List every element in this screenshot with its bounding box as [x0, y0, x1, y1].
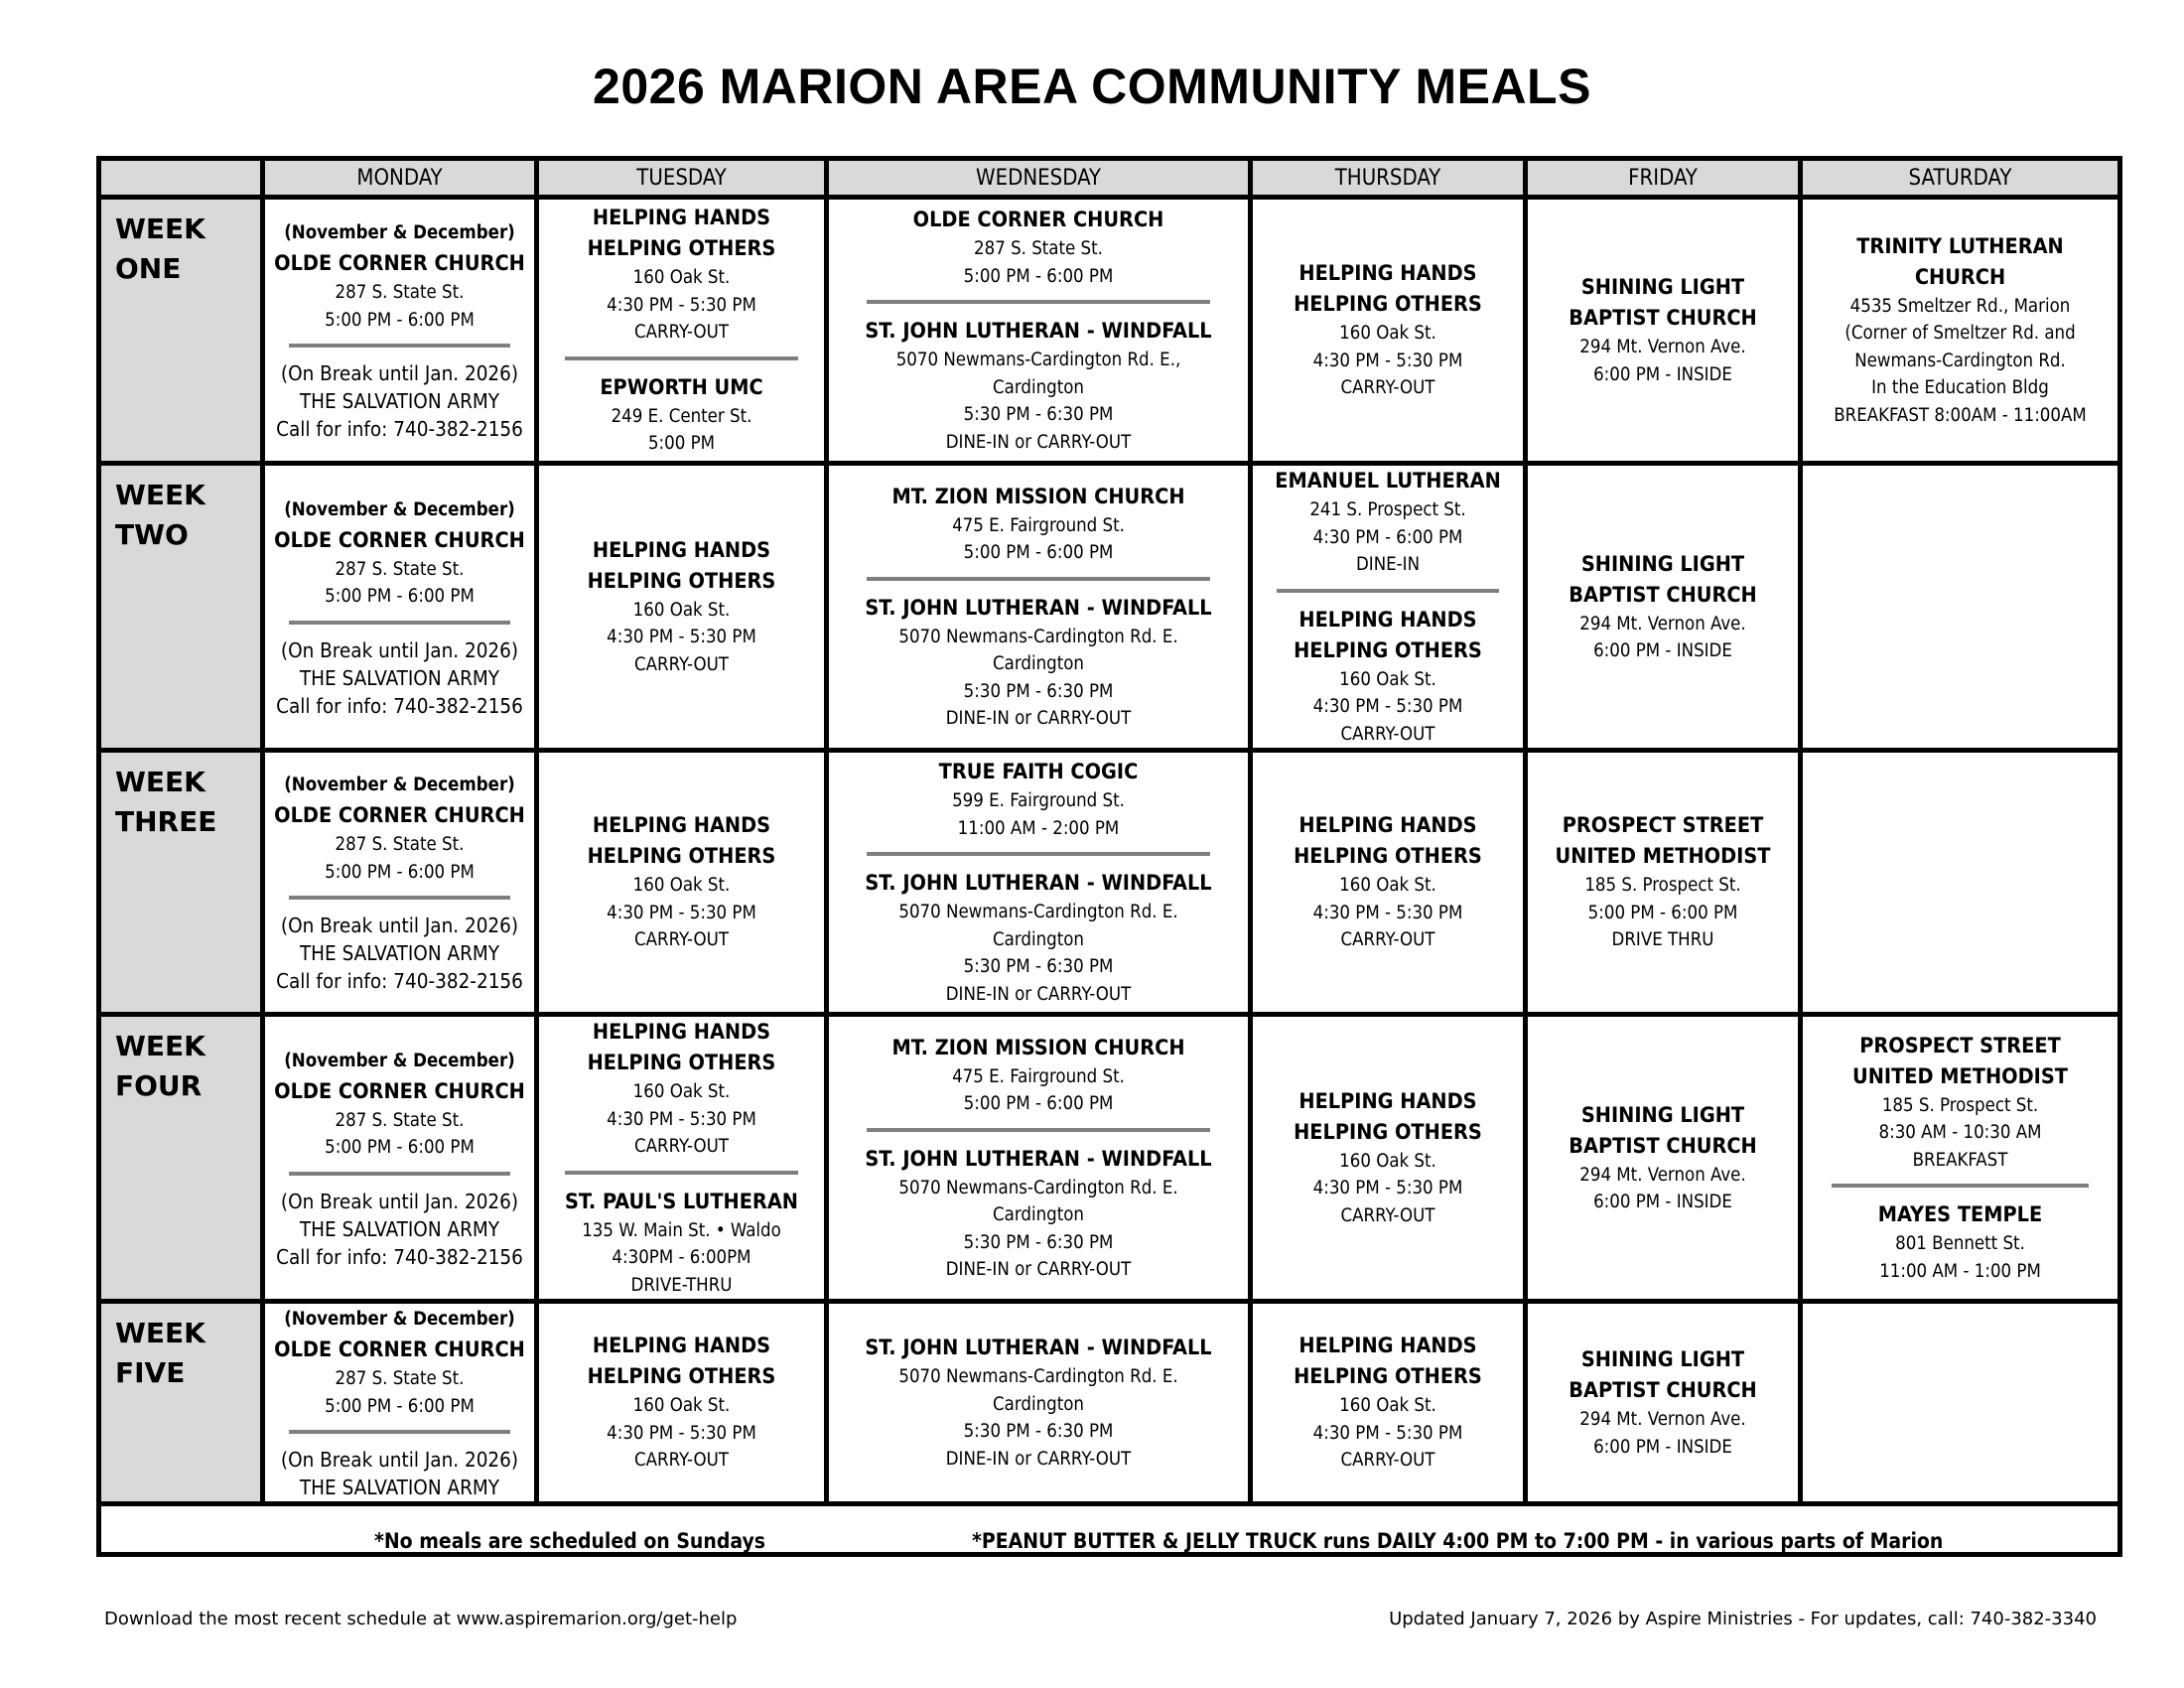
meal-detail: 5:00 PM - 6:00 PM	[1587, 902, 1738, 923]
host-name: ST. JOHN LUTHERAN - WINDFALL	[865, 1146, 1212, 1172]
meal-entry	[1561, 1100, 1765, 1216]
meal-detail: 294 Mt. Vernon Ave.	[1579, 337, 1746, 357]
meal-detail: Newmans-Cardington Rd.	[1854, 350, 2066, 371]
meal-entry	[580, 535, 784, 679]
entry-divider	[1832, 1184, 2090, 1188]
meal-entry	[266, 1304, 533, 1420]
meal-detail: 4:30 PM - 5:30 PM	[1312, 1178, 1463, 1199]
meal-detail: 4:30 PM - 5:30 PM	[1312, 696, 1463, 717]
meal-detail: 185 S. Prospect St.	[1584, 875, 1741, 897]
meal-detail: 5:00 PM	[647, 433, 716, 455]
host-name: HELPING HANDS	[592, 206, 771, 231]
host-name: THE SALVATION ARMY	[299, 389, 500, 413]
meal-detail: 8:30 AM - 10:30 AM	[1878, 1122, 2042, 1144]
entry-divider	[1277, 589, 1498, 593]
host-name: OLDE CORNER CHURCH	[912, 208, 1164, 232]
host-name: TRUE FAITH COGIC	[938, 760, 1139, 784]
host-name: HELPING OTHERS	[587, 844, 776, 870]
host-name: HELPING OTHERS	[587, 568, 776, 594]
host-name: THE SALVATION ARMY	[299, 1476, 500, 1499]
host-name: HELPING HANDS	[1298, 261, 1477, 287]
meal-entry	[884, 1033, 1192, 1118]
host-name: UNITED METHODIST	[1852, 1063, 2068, 1089]
week-label	[99, 198, 263, 464]
meal-cell-monday	[263, 198, 537, 464]
meal-detail: 4:30 PM - 5:30 PM	[607, 627, 756, 648]
host-name: CHURCH	[1914, 264, 2006, 290]
meal-detail: BREAKFAST 8:00AM - 11:00AM	[1834, 404, 2087, 426]
meal-detail: 185 S. Prospect St.	[1881, 1094, 2039, 1116]
meal-detail: Cardington	[993, 1204, 1084, 1225]
entry-divider	[289, 1172, 509, 1176]
host-name: HELPING OTHERS	[1294, 1364, 1482, 1390]
week-label-line: WEEK	[115, 766, 205, 798]
meal-cell-friday	[1526, 198, 1801, 464]
meal-detail: 287 S. State St.	[335, 834, 465, 855]
meal-detail: 5070 Newmans-Cardington Rd. E.	[898, 626, 1178, 647]
meal-entry	[268, 359, 531, 443]
meal-detail: CARRY-OUT	[634, 322, 729, 344]
meal-entry	[273, 1446, 526, 1501]
meal-detail: DINE-IN	[1355, 554, 1421, 575]
meal-entry	[580, 203, 784, 347]
meal-entry	[580, 1331, 784, 1475]
meal-cell-wednesday	[827, 1015, 1251, 1302]
meal-cell-friday	[1526, 464, 1801, 751]
meal-detail: DINE-IN or CARRY-OUT	[945, 1448, 1132, 1470]
week-row	[99, 1015, 2120, 1302]
meal-detail: 4:30 PM - 5:30 PM	[607, 1422, 756, 1444]
meal-entry	[1561, 1344, 1765, 1461]
meal-detail: 287 S. State St.	[974, 238, 1103, 259]
meal-cell-wednesday	[827, 464, 1251, 751]
host-name: OLDE CORNER CHURCH	[274, 527, 525, 553]
meal-cell-saturday	[1801, 751, 2120, 1015]
host-name: ST. JOHN LUTHERAN - WINDFALL	[865, 319, 1212, 344]
meal-entry	[266, 770, 533, 886]
host-name: HELPING HANDS	[1298, 1334, 1477, 1359]
host-name: HELPING OTHERS	[1294, 637, 1482, 663]
host-name: HELPING OTHERS	[587, 1364, 776, 1390]
host-name: THE SALVATION ARMY	[299, 1216, 500, 1241]
meal-detail: Call for info: 740-382-2156	[276, 1244, 523, 1269]
footer-notes-row	[99, 1504, 2120, 1555]
meal-entry	[884, 482, 1192, 567]
day-header-monday: MONDAY	[263, 159, 537, 198]
meal-detail: 160 Oak St.	[632, 1395, 731, 1417]
meal-detail: CARRY-OUT	[634, 1450, 729, 1472]
entry-divider	[867, 852, 1210, 856]
meal-detail: 11:00 AM - 2:00 PM	[957, 817, 1120, 839]
meal-entry	[266, 217, 533, 334]
week-label-line: WEEK	[115, 1317, 205, 1349]
host-name: HELPING HANDS	[592, 537, 771, 563]
meal-detail: 5:00 PM - 6:00 PM	[325, 586, 475, 607]
meal-cell-monday	[263, 1015, 537, 1302]
meal-detail: DRIVE THRU	[1611, 929, 1714, 951]
week-label	[99, 1302, 263, 1504]
meal-detail: 249 E. Center St.	[611, 405, 752, 427]
host-name: MAYES TEMPLE	[1877, 1202, 2043, 1228]
meal-entry	[1286, 258, 1490, 402]
meal-detail: 6:00 PM - INSIDE	[1593, 1436, 1732, 1458]
meal-entry	[1286, 1086, 1490, 1230]
meal-entry	[266, 1046, 533, 1162]
meal-detail: Cardington	[993, 653, 1084, 674]
season-note: (November & December)	[284, 498, 515, 520]
meal-detail: CARRY-OUT	[1340, 377, 1435, 399]
meal-detail: BREAKFAST	[1912, 1149, 2008, 1171]
meal-entry	[1286, 1331, 1490, 1475]
host-name: HELPING HANDS	[1298, 607, 1477, 633]
meal-cell-monday	[263, 751, 537, 1015]
meal-entry	[1826, 231, 2094, 430]
meal-cell-thursday	[1251, 751, 1526, 1015]
meal-entry	[857, 316, 1219, 456]
meal-cell-wednesday	[827, 1302, 1251, 1504]
host-name: HELPING HANDS	[592, 1334, 771, 1359]
meal-detail: CARRY-OUT	[634, 653, 729, 675]
meal-cell-thursday	[1251, 198, 1526, 464]
host-name: TRINITY LUTHERAN	[1856, 233, 2064, 259]
meal-entry	[1267, 466, 1509, 579]
meal-detail: 4:30 PM - 5:30 PM	[607, 1108, 756, 1130]
host-name: OLDE CORNER CHURCH	[274, 803, 525, 828]
host-name: HELPING HANDS	[1298, 813, 1477, 839]
meal-entry	[580, 1017, 784, 1161]
entry-divider	[289, 1430, 509, 1434]
week-label	[99, 464, 263, 751]
meal-cell-thursday	[1251, 464, 1526, 751]
meal-detail: DINE-IN or CARRY-OUT	[945, 431, 1132, 453]
meal-detail: 5:30 PM - 6:30 PM	[963, 404, 1114, 425]
meal-cell-saturday	[1801, 198, 2120, 464]
meal-cell-friday	[1526, 751, 1801, 1015]
meal-detail: 294 Mt. Vernon Ave.	[1579, 1164, 1746, 1186]
host-name: PROSPECT STREET	[1859, 1033, 2061, 1058]
meal-entry	[1844, 1031, 2076, 1175]
meal-cell-tuesday	[537, 464, 827, 751]
meal-detail: 287 S. State St.	[335, 282, 465, 303]
meal-entry	[268, 1188, 531, 1271]
meal-detail: 135 W. Main St. • Waldo	[582, 1219, 781, 1241]
entry-divider	[565, 1171, 798, 1175]
meal-detail: Call for info: 740-382-2156	[276, 417, 523, 441]
day-header-friday: FRIDAY	[1526, 159, 1801, 198]
host-name: ST. JOHN LUTHERAN - WINDFALL	[865, 871, 1212, 896]
entry-divider	[289, 896, 509, 900]
meal-detail: 11:00 AM - 1:00 PM	[1879, 1260, 2041, 1282]
pbj-truck-note: *PEANUT BUTTER & JELLY TRUCK runs DAILY 4:00 PM to 7:00 PM - in various parts of Marion	[972, 1529, 1944, 1553]
meal-cell-tuesday	[537, 751, 827, 1015]
host-name: SHINING LIGHT	[1580, 551, 1745, 577]
host-name: OLDE CORNER CHURCH	[274, 251, 525, 276]
meal-detail: Cardington	[993, 376, 1084, 398]
host-name: THE SALVATION ARMY	[299, 665, 500, 690]
host-name: BAPTIST CHURCH	[1569, 582, 1757, 608]
meal-detail: DINE-IN or CARRY-OUT	[945, 708, 1132, 729]
entry-divider	[867, 577, 1210, 581]
meal-cell-thursday	[1251, 1015, 1526, 1302]
meal-detail: 475 E. Fairground St.	[952, 1065, 1125, 1087]
meal-entry	[905, 205, 1172, 290]
meal-cell-tuesday	[537, 1015, 827, 1302]
meal-cell-wednesday	[827, 198, 1251, 464]
meal-detail: 294 Mt. Vernon Ave.	[1579, 1409, 1746, 1430]
meal-cell-monday	[263, 464, 537, 751]
meal-detail: CARRY-OUT	[634, 1136, 729, 1157]
meal-detail: 4535 Smeltzer Rd., Marion	[1849, 295, 2071, 317]
week-label-line: WEEK	[115, 479, 205, 511]
meal-detail: 287 S. State St.	[335, 1368, 465, 1389]
host-name: ST. JOHN LUTHERAN - WINDFALL	[865, 595, 1212, 621]
meal-detail: 475 E. Fairground St.	[952, 514, 1125, 536]
meal-entry	[1548, 810, 1779, 954]
meal-cell-wednesday	[827, 751, 1251, 1015]
meal-entry	[268, 636, 531, 720]
season-note: (November & December)	[284, 774, 515, 795]
week-label-line: FIVE	[115, 1356, 186, 1389]
day-header-thursday: THURSDAY	[1251, 159, 1526, 198]
meal-detail: 160 Oak St.	[1339, 1150, 1436, 1172]
entry-divider	[289, 344, 509, 348]
host-name: BAPTIST CHURCH	[1569, 1378, 1757, 1403]
meal-entry	[857, 1333, 1219, 1473]
meal-detail: Cardington	[993, 1393, 1084, 1415]
meal-cell-tuesday	[537, 198, 827, 464]
host-name: MT. ZION MISSION CHURCH	[891, 1035, 1185, 1060]
host-name: MT. ZION MISSION CHURCH	[891, 484, 1185, 509]
meal-detail: DINE-IN or CARRY-OUT	[945, 983, 1132, 1005]
host-name: HELPING OTHERS	[1294, 844, 1482, 870]
meal-schedule-table	[96, 156, 2122, 1557]
meal-detail: DINE-IN or CARRY-OUT	[945, 1259, 1132, 1280]
meal-cell-friday	[1526, 1302, 1801, 1504]
meal-entry	[931, 757, 1147, 842]
break-note: (On Break until Jan. 2026)	[280, 637, 519, 662]
entry-divider	[867, 1128, 1210, 1132]
meal-detail: Call for info: 740-382-2156	[276, 969, 523, 993]
meal-detail: CARRY-OUT	[1340, 929, 1435, 951]
week-label-line: WEEK	[115, 1030, 205, 1062]
host-name: OLDE CORNER CHURCH	[274, 1078, 525, 1104]
host-name: HELPING OTHERS	[1294, 292, 1482, 318]
host-name: HELPING HANDS	[1298, 1088, 1477, 1114]
meal-detail: Cardington	[993, 928, 1084, 950]
break-note: (On Break until Jan. 2026)	[280, 1189, 519, 1213]
day-header-wednesday: WEDNESDAY	[827, 159, 1251, 198]
meal-detail: 6:00 PM - INSIDE	[1593, 640, 1732, 661]
meal-cell-friday	[1526, 1015, 1801, 1302]
host-name: OLDE CORNER CHURCH	[274, 1337, 525, 1362]
host-name: HELPING HANDS	[592, 813, 771, 839]
break-note: (On Break until Jan. 2026)	[280, 914, 519, 937]
meal-detail: 4:30 PM - 5:30 PM	[607, 902, 756, 923]
meal-detail: 801 Bennett St.	[1895, 1233, 2025, 1255]
meal-entry	[580, 810, 784, 954]
week-label-line: THREE	[115, 805, 217, 838]
week-row	[99, 464, 2120, 751]
meal-entry	[268, 912, 531, 995]
host-name: BAPTIST CHURCH	[1569, 1133, 1757, 1159]
page-title: 2026 MARION AREA COMMUNITY MEALS	[593, 59, 1591, 114]
meal-entry	[1286, 605, 1490, 749]
meal-detail: 5:00 PM - 6:00 PM	[325, 1137, 475, 1158]
meal-detail: 160 Oak St.	[1339, 668, 1436, 690]
meal-cell-tuesday	[537, 1302, 827, 1504]
host-name: HELPING OTHERS	[587, 236, 776, 262]
week-row	[99, 1302, 2120, 1504]
meal-detail: CARRY-OUT	[1340, 1450, 1435, 1472]
no-sunday-note: *No meals are scheduled on Sundays	[374, 1529, 766, 1553]
meal-detail: CARRY-OUT	[1340, 1204, 1435, 1226]
host-name: HELPING OTHERS	[1294, 1119, 1482, 1145]
meal-detail: 6:00 PM - INSIDE	[1593, 1192, 1732, 1212]
week-label-line: TWO	[115, 518, 189, 551]
meal-detail: 160 Oak St.	[632, 1081, 731, 1102]
meal-entry	[1286, 810, 1490, 954]
week-label-line: ONE	[115, 252, 182, 285]
host-name: HELPING OTHERS	[587, 1051, 776, 1075]
meal-detail: CARRY-OUT	[634, 929, 729, 951]
meal-detail: 160 Oak St.	[1339, 323, 1436, 345]
host-name: ST. JOHN LUTHERAN - WINDFALL	[865, 1336, 1212, 1360]
week-label-line: WEEK	[115, 212, 205, 245]
meal-detail: 5070 Newmans-Cardington Rd. E.	[898, 1177, 1178, 1198]
week-label	[99, 1015, 263, 1302]
entry-divider	[289, 621, 509, 625]
host-name: HELPING HANDS	[592, 1020, 771, 1045]
host-name: BAPTIST CHURCH	[1569, 306, 1757, 331]
break-note: (On Break until Jan. 2026)	[280, 361, 519, 385]
meal-detail: 241 S. Prospect St.	[1309, 499, 1466, 520]
meal-detail: In the Education Bldg	[1871, 377, 2049, 399]
meal-entry	[857, 1144, 1219, 1284]
meal-cell-saturday	[1801, 1302, 2120, 1504]
host-name: EMANUEL LUTHERAN	[1275, 469, 1501, 493]
meal-detail: DRIVE-THRU	[630, 1274, 733, 1296]
meal-detail: 4:30 PM - 5:30 PM	[1312, 902, 1463, 923]
break-note: (On Break until Jan. 2026)	[280, 1448, 519, 1472]
meal-detail: (Corner of Smeltzer Rd. and	[1844, 323, 2076, 345]
meal-detail: 294 Mt. Vernon Ave.	[1579, 613, 1746, 634]
meal-entry	[857, 868, 1219, 1008]
meal-detail: 4:30PM - 6:00PM	[612, 1247, 751, 1268]
meal-entry	[266, 494, 533, 611]
meal-detail: 5:00 PM - 6:00 PM	[963, 265, 1114, 287]
host-name: SHINING LIGHT	[1580, 1102, 1745, 1128]
meal-entry	[1561, 272, 1765, 388]
host-name: EPWORTH UMC	[600, 374, 763, 400]
meal-detail: 4:30 PM - 6:00 PM	[1312, 526, 1463, 548]
meal-detail: 160 Oak St.	[632, 599, 731, 621]
meal-detail: 6:00 PM - INSIDE	[1593, 363, 1732, 385]
meal-cell-thursday	[1251, 1302, 1526, 1504]
meal-detail: 287 S. State St.	[335, 1109, 465, 1131]
meal-detail: 5:30 PM - 6:30 PM	[963, 1421, 1114, 1442]
meal-cell-saturday	[1801, 1015, 2120, 1302]
host-name: UNITED METHODIST	[1555, 844, 1771, 870]
day-header-row	[99, 159, 2120, 198]
meal-detail: 287 S. State St.	[335, 558, 465, 580]
host-name: ST. PAUL'S LUTHERAN	[565, 1189, 798, 1214]
meal-detail: 5:30 PM - 6:30 PM	[963, 680, 1114, 702]
week-label-line: FOUR	[115, 1069, 203, 1102]
day-header-tuesday: TUESDAY	[537, 159, 827, 198]
meal-detail: 4:30 PM - 5:30 PM	[1312, 1422, 1463, 1444]
meal-detail: Call for info: 740-382-2156	[276, 693, 523, 718]
meal-detail: 160 Oak St.	[1339, 1395, 1436, 1417]
meal-detail: 5:30 PM - 6:30 PM	[963, 956, 1114, 977]
week-label	[99, 751, 263, 1015]
meal-detail: 5:30 PM - 6:30 PM	[963, 1231, 1114, 1253]
meal-detail: 160 Oak St.	[632, 267, 731, 289]
host-name: SHINING LIGHT	[1580, 275, 1745, 300]
season-note: (November & December)	[284, 1309, 515, 1330]
meal-entry	[857, 593, 1219, 733]
entry-divider	[867, 300, 1210, 304]
meal-detail: 5:00 PM - 6:00 PM	[963, 542, 1114, 563]
host-name: THE SALVATION ARMY	[299, 941, 500, 965]
meal-entry	[557, 1187, 806, 1300]
host-name: PROSPECT STREET	[1562, 813, 1764, 839]
meal-entry	[1561, 549, 1765, 665]
meal-detail: 5:00 PM - 6:00 PM	[963, 1093, 1114, 1114]
season-note: (November & December)	[284, 1050, 515, 1071]
meal-cell-monday	[263, 1302, 537, 1504]
updated-note: Updated January 7, 2026 by Aspire Ministries - For updates, call: 740-382-3340	[1389, 1609, 2097, 1629]
meal-detail: 5070 Newmans-Cardington Rd. E.,	[895, 350, 1181, 370]
week-row	[99, 751, 2120, 1015]
week-row	[99, 198, 2120, 464]
meal-detail: 4:30 PM - 5:30 PM	[1312, 350, 1463, 371]
download-note: Download the most recent schedule at www.aspiremarion.org/get-help	[104, 1609, 738, 1629]
meal-detail: 4:30 PM - 5:30 PM	[607, 294, 756, 316]
meal-cell-saturday	[1801, 464, 2120, 751]
meal-detail: CARRY-OUT	[1340, 723, 1435, 745]
meal-detail: 160 Oak St.	[632, 875, 731, 897]
meal-detail: 5070 Newmans-Cardington Rd. E.	[898, 902, 1178, 922]
meal-detail: 5:00 PM - 6:00 PM	[325, 861, 475, 883]
meal-detail: 5070 Newmans-Cardington Rd. E.	[898, 1366, 1178, 1387]
meal-entry	[1870, 1199, 2050, 1285]
day-header-saturday: SATURDAY	[1801, 159, 2120, 198]
entry-divider	[565, 356, 798, 360]
season-note: (November & December)	[284, 222, 515, 243]
meal-entry	[592, 372, 770, 458]
meal-detail: 5:00 PM - 6:00 PM	[325, 309, 475, 331]
meal-detail: 599 E. Fairground St.	[952, 790, 1125, 811]
meal-detail: 160 Oak St.	[1339, 875, 1436, 897]
corner-header	[99, 159, 263, 198]
meal-detail: 5:00 PM - 6:00 PM	[325, 1395, 475, 1417]
host-name: SHINING LIGHT	[1580, 1347, 1745, 1372]
